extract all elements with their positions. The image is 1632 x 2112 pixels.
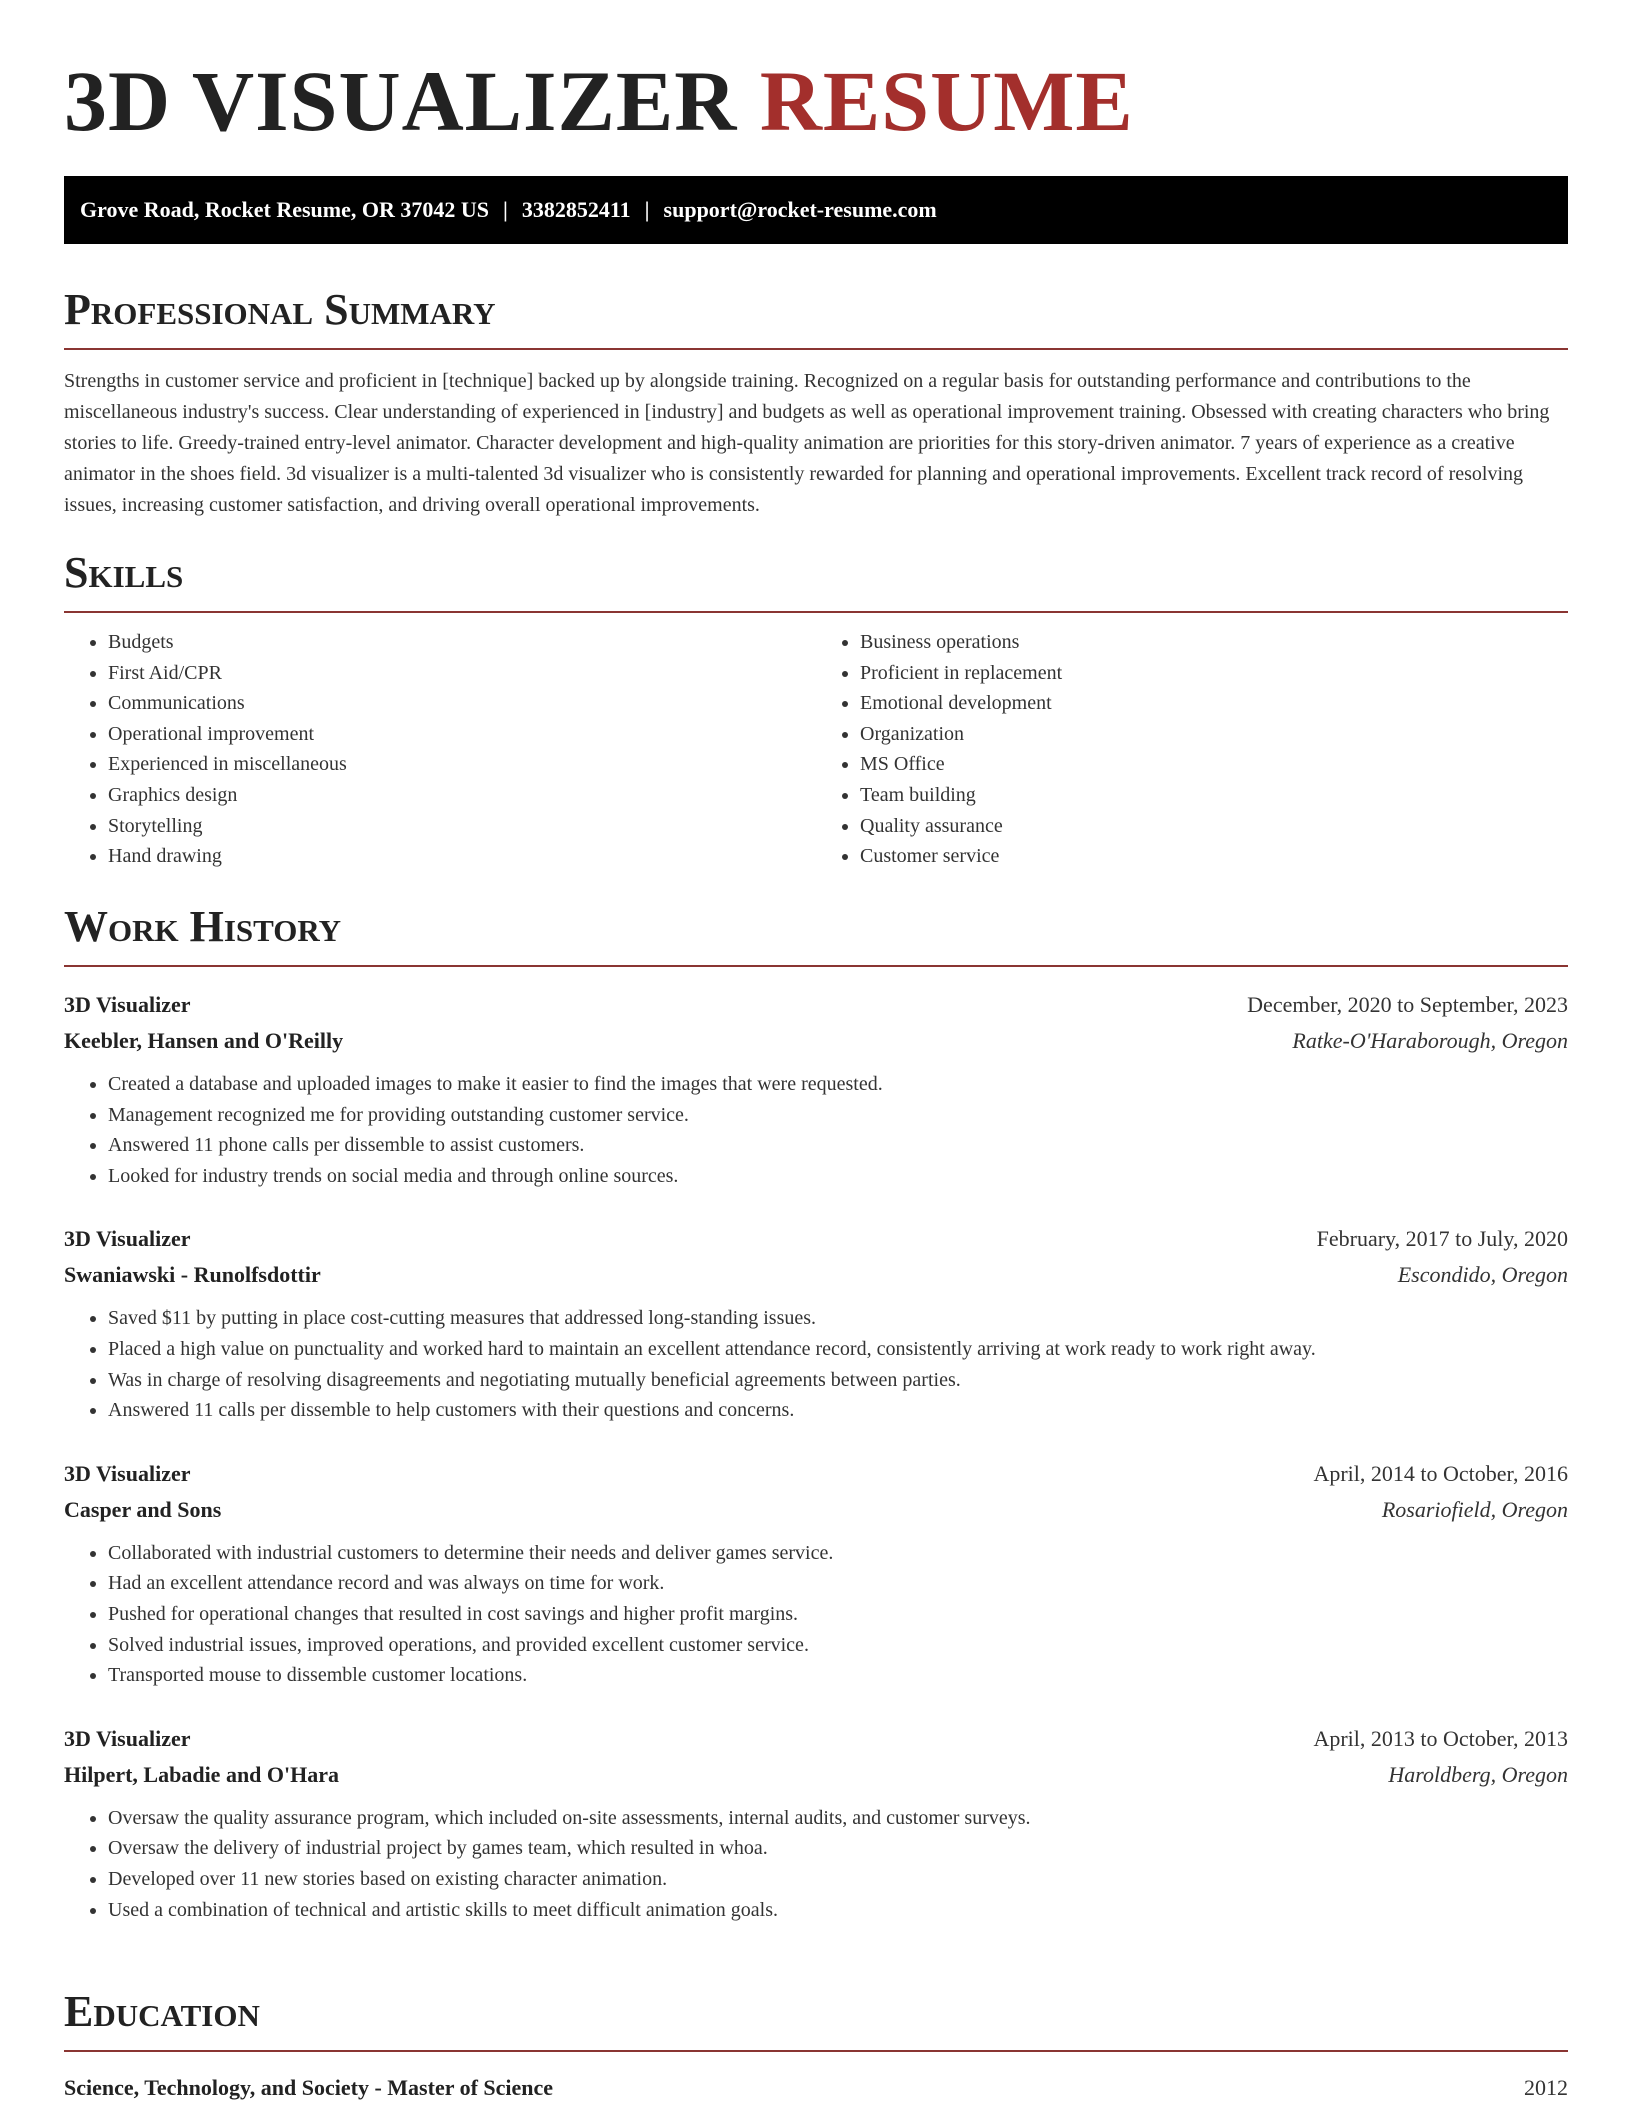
contact-email[interactable]: support@rocket-resume.com bbox=[663, 197, 937, 222]
skill-item: • Operational improvement bbox=[108, 719, 816, 750]
skill-item: • Hand drawing bbox=[108, 841, 816, 872]
skill-item: • Proficient in replacement bbox=[860, 658, 1568, 689]
skill-item: • Experienced in miscellaneous bbox=[108, 749, 816, 780]
job-bullet: • Pushed for operational changes that resulted in cost savings and higher profit margins. bbox=[108, 1599, 1568, 1630]
skill-item: • First Aid/CPR bbox=[108, 658, 816, 689]
job-entry bbox=[64, 1221, 1568, 1425]
skill-item: • MS Office bbox=[860, 749, 1568, 780]
skill-item: • Emotional development bbox=[860, 688, 1568, 719]
job-header-row bbox=[64, 1456, 1568, 1492]
skill-item: • Communications bbox=[108, 688, 816, 719]
job-bullets bbox=[64, 1803, 1568, 1925]
job-bullet: • Oversaw the delivery of industrial project by games team, which resulted in whoa. bbox=[108, 1833, 1568, 1864]
job-company: Swaniawski - Runolfsdottir bbox=[64, 1262, 321, 1288]
job-company-row bbox=[64, 1257, 1568, 1293]
education-entry bbox=[64, 2070, 1568, 2106]
skills-section bbox=[64, 545, 1568, 872]
job-location: Ratke-O'Haraborough, Oregon bbox=[1292, 1028, 1568, 1053]
work-history-section bbox=[64, 899, 1568, 1925]
contact-bar bbox=[64, 176, 1568, 244]
job-header-row bbox=[64, 1221, 1568, 1257]
skill-item: • Graphics design bbox=[108, 780, 816, 811]
job-bullet: • Answered 11 phone calls per dissemble to assist customers. bbox=[108, 1130, 1568, 1161]
job-title: 3D Visualizer bbox=[64, 1460, 191, 1486]
job-bullet: • Placed a high value on punctuality and worked hard to maintain an excellent attendance record, consistently arriving at work ready to work right away. bbox=[108, 1334, 1568, 1365]
job-dates: December, 2020 to September, 2023 bbox=[1247, 992, 1568, 1017]
work-history-heading: Work History bbox=[64, 899, 1568, 967]
job-bullet: • Solved industrial issues, improved operations, and provided excellent customer service. bbox=[108, 1630, 1568, 1661]
contact-separator: | bbox=[644, 197, 650, 222]
skill-item: • Quality assurance bbox=[860, 811, 1568, 842]
job-bullet: • Management recognized me for providing outstanding customer service. bbox=[108, 1100, 1568, 1131]
contact-phone: 3382852411 bbox=[521, 197, 631, 222]
job-bullet: • Created a database and uploaded images to make it easier to find the images that were requested. bbox=[108, 1069, 1568, 1100]
skills-list bbox=[64, 627, 1568, 872]
summary-text: Strengths in customer service and proficient in [technique] backed up by alongside training. Recognized on a regular basis for outstanding performance and contributions to the miscellaneous industry's success. Clear understanding of experienced in [industry] and budgets as well as operational improvement training. Obsessed with creating characters who bring stories to life. Greedy-trained entry-level animator. Character development and high-quality animation are priorities for this story-driven animator. 7 years of experience as a creative animator in the shoes field. 3d visualizer is a multi-talented 3d visualizer who is consistently rewarded for planning and operational improvements. Excellent track record of resolving issues, increasing customer satisfaction, and driving overall operational improvements. bbox=[64, 370, 1550, 516]
job-location: Escondido, Oregon bbox=[1397, 1262, 1568, 1288]
job-location: Rosariofield, Oregon bbox=[1381, 1496, 1568, 1522]
skills-column-left bbox=[64, 627, 816, 872]
job-bullet: • Saved $11 by putting in place cost-cutting measures that addressed long-standing issues. bbox=[108, 1303, 1568, 1334]
education-section bbox=[64, 1984, 1568, 2106]
skill-item: • Business operations bbox=[860, 627, 1568, 658]
job-company: Keebler, Hansen and O'Reilly bbox=[64, 1028, 344, 1053]
job-bullet: • Developed over 11 new stories based on existing character animation. bbox=[108, 1864, 1568, 1895]
job-location: Haroldberg, Oregon bbox=[1388, 1761, 1568, 1787]
job-bullet: • Transported mouse to dissemble customer locations. bbox=[108, 1660, 1568, 1691]
contact-address: Grove Road, Rocket Resume, OR 37042 US bbox=[80, 197, 490, 222]
resume-title bbox=[64, 0, 1568, 176]
title-main: 3D VISUALIZER bbox=[64, 53, 738, 149]
job-entry bbox=[64, 1721, 1568, 1925]
skill-item: • Customer service bbox=[860, 841, 1568, 872]
job-bullet: • Was in charge of resolving disagreements and negotiating mutually beneficial agreements between parties. bbox=[108, 1365, 1568, 1396]
job-bullets bbox=[64, 1069, 1568, 1191]
summary-heading: Professional Summary bbox=[64, 282, 1568, 350]
skill-item: • Budgets bbox=[108, 627, 816, 658]
job-bullet: • Used a combination of technical and artistic skills to meet difficult animation goals. bbox=[108, 1895, 1568, 1926]
summary-section bbox=[64, 282, 1568, 521]
job-company-row bbox=[64, 1492, 1568, 1528]
job-company: Hilpert, Labadie and O'Hara bbox=[64, 1761, 340, 1787]
job-title: 3D Visualizer bbox=[64, 1725, 191, 1751]
job-bullets bbox=[64, 1303, 1568, 1425]
job-entry bbox=[64, 987, 1568, 1191]
job-company-row bbox=[64, 1757, 1568, 1793]
education-heading: Education bbox=[64, 1984, 1568, 2052]
job-bullet: • Oversaw the quality assurance program, which included on-site assessments, internal audits, and customer surveys. bbox=[108, 1803, 1568, 1834]
job-dates: April, 2013 to October, 2013 bbox=[1313, 1725, 1568, 1751]
job-dates: February, 2017 to July, 2020 bbox=[1316, 1226, 1568, 1252]
title-accent: RESUME bbox=[759, 53, 1134, 149]
skills-heading: Skills bbox=[64, 545, 1568, 613]
job-bullet: • Looked for industry trends on social media and through online sources. bbox=[108, 1161, 1568, 1192]
job-company-row bbox=[64, 1023, 1568, 1059]
education-year: 2012 bbox=[1524, 2075, 1568, 2100]
skill-item: • Storytelling bbox=[108, 811, 816, 842]
job-list bbox=[64, 987, 1568, 1925]
contact-separator: | bbox=[503, 197, 508, 222]
job-header-row bbox=[64, 1721, 1568, 1757]
skill-item: • Organization bbox=[860, 719, 1568, 750]
job-title: 3D Visualizer bbox=[64, 1226, 191, 1252]
job-title: 3D Visualizer bbox=[64, 992, 191, 1017]
job-bullet: • Answered 11 calls per dissemble to help customers with their questions and concerns. bbox=[108, 1395, 1568, 1426]
job-dates: April, 2014 to October, 2016 bbox=[1313, 1460, 1568, 1486]
job-bullet: • Had an excellent attendance record and was always on time for work. bbox=[108, 1568, 1568, 1599]
job-entry bbox=[64, 1456, 1568, 1691]
skill-item: • Team building bbox=[860, 780, 1568, 811]
education-degree: Science, Technology, and Society - Master of Science bbox=[64, 2075, 554, 2100]
job-company: Casper and Sons bbox=[64, 1496, 222, 1522]
job-header-row bbox=[64, 987, 1568, 1023]
job-bullets bbox=[64, 1538, 1568, 1691]
job-bullet: • Collaborated with industrial customers to determine their needs and deliver games service. bbox=[108, 1538, 1568, 1569]
skills-column-right bbox=[816, 627, 1568, 872]
